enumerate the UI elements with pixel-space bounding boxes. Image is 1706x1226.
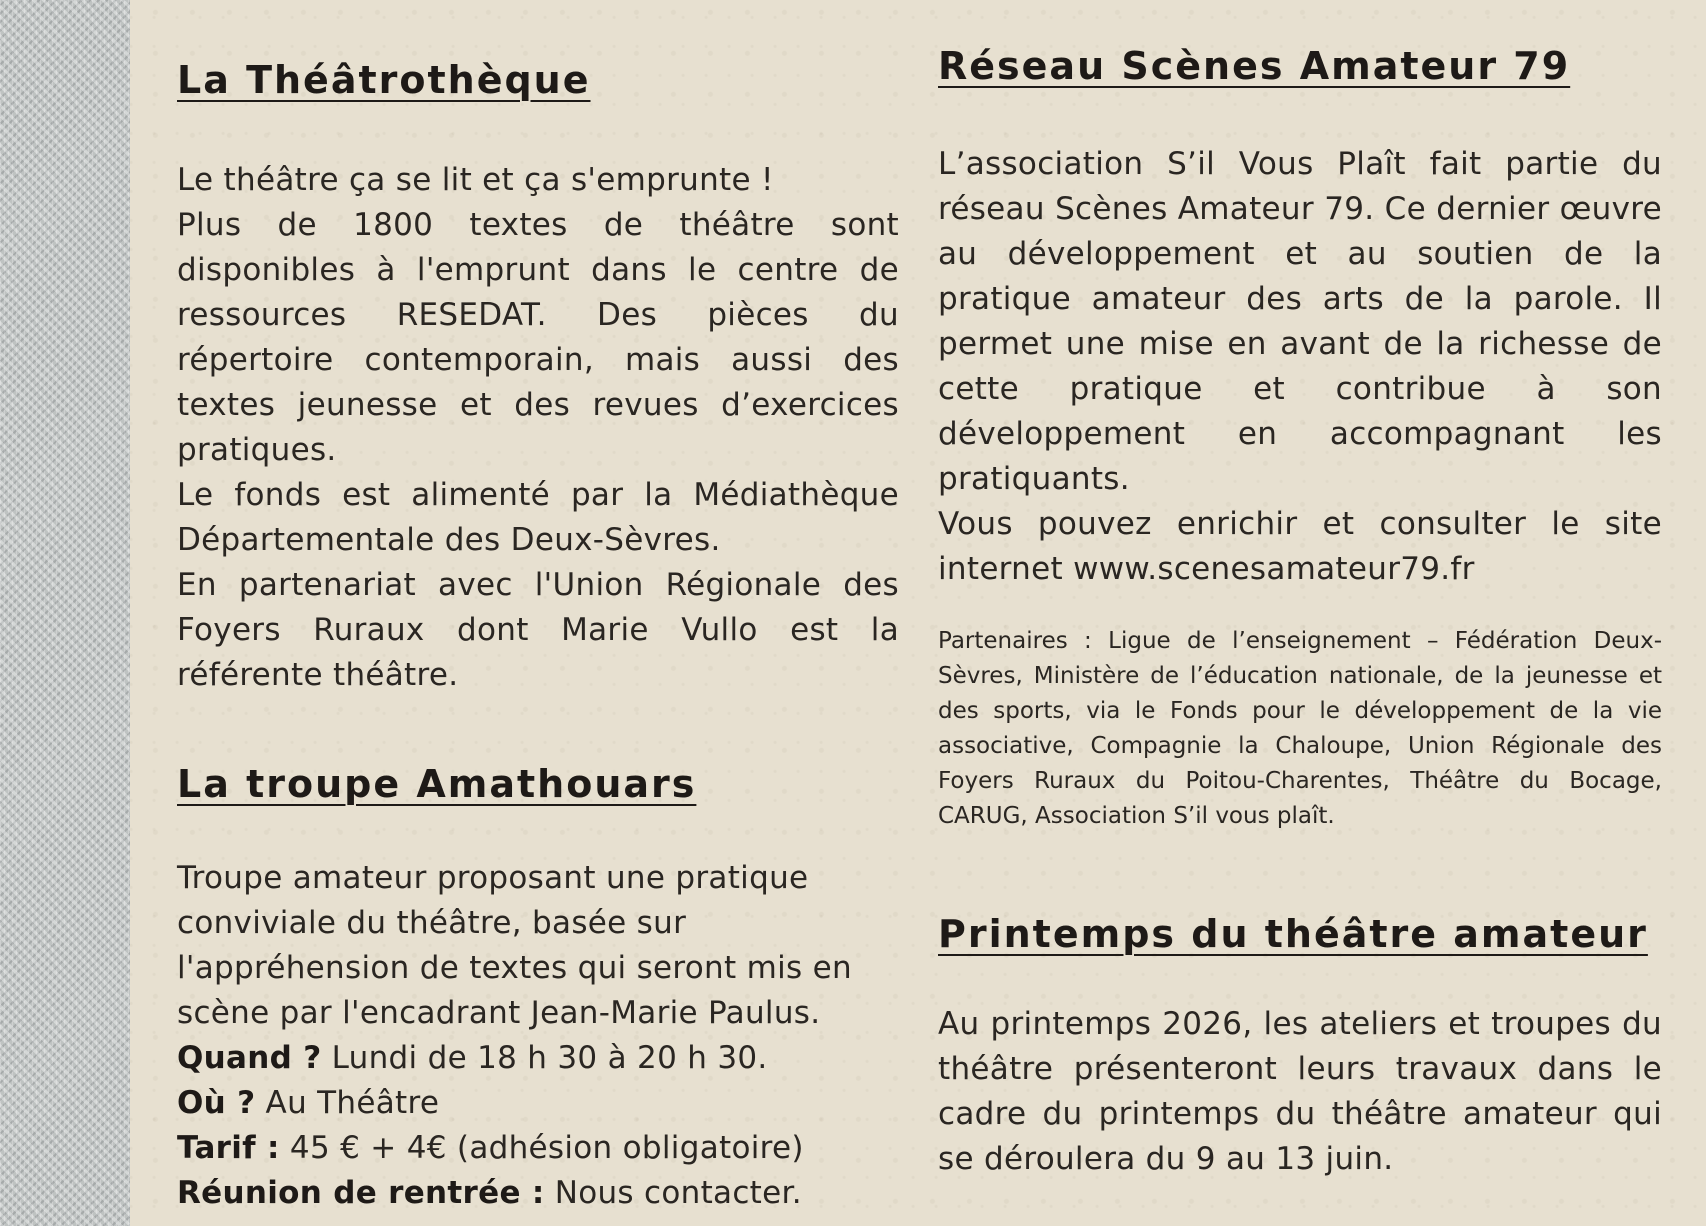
theatrotheque-paragraph: Le fonds est alimenté par la Médiathèque Départementale des Deux-Sèvres.	[177, 477, 899, 558]
when-label: Quand ?	[177, 1040, 322, 1076]
troupe-title: La troupe Amathouars	[177, 762, 697, 806]
troupe-section	[177, 762, 899, 1216]
left-column	[177, 58, 899, 1216]
troupe-body	[177, 856, 899, 1216]
theatrotheque-title: La Théâtrothèque	[177, 58, 591, 102]
troupe-meeting	[177, 1171, 899, 1216]
troupe-where	[177, 1081, 899, 1126]
reseau-body	[938, 142, 1662, 592]
theatrotheque-paragraph: Plus de 1800 textes de théâtre sont disponibles à l'emprunt dans le centre de ressources RESEDAT. Des pièces du répertoire contemporain, mais aussi des textes jeunesse et des revues d’exercices pratiques.	[177, 207, 899, 468]
reseau-paragraph: L’association S’il Vous Plaît fait partie du réseau Scènes Amateur 79. Ce dernier œuvre au développement et au soutien de la pratique amateur des arts de la parole. Il permet une mise en avant de la richesse de cette pratique et contribue à son développement en accompagnant les pratiquants.	[938, 146, 1662, 497]
fabric-border-decoration	[0, 0, 130, 1226]
printemps-section	[938, 912, 1662, 1182]
troupe-when	[177, 1036, 899, 1081]
printemps-body	[938, 1002, 1662, 1182]
theatrotheque-paragraph: En partenariat avec l'Union Régionale des Foyers Ruraux dont Marie Vullo est la référente théâtre.	[177, 567, 899, 693]
theatrotheque-body	[177, 158, 899, 698]
when-value: Lundi de 18 h 30 à 20 h 30.	[321, 1040, 768, 1076]
printemps-text: Au printemps 2026, les ateliers et troupes du théâtre présenteront leurs travaux dans le cadre du printemps du théâtre amateur qui se déroulera du 9 au 13 juin.	[938, 1006, 1662, 1177]
theatrotheque-paragraph: Le théâtre ça se lit et ça s'emprunte !	[177, 162, 774, 198]
reseau-title: Réseau Scènes Amateur 79	[938, 44, 1571, 88]
where-label: Où ?	[177, 1085, 256, 1121]
reseau-section	[938, 44, 1662, 834]
right-column	[938, 44, 1662, 1182]
reseau-website-paragraph: Vous pouvez enrichir et consulter le site internet www.scenesamateur79.fr	[938, 506, 1662, 587]
troupe-description: Troupe amateur proposant une pratique conviviale du théâtre, basée sur l'appréhension de textes qui seront mis en scène par l'encadrant Jean-Marie Paulus.	[177, 860, 852, 1031]
troupe-price	[177, 1126, 899, 1171]
price-label: Tarif :	[177, 1130, 280, 1166]
meeting-value: Nous contacter.	[544, 1175, 802, 1211]
printemps-title: Printemps du théâtre amateur	[938, 912, 1648, 956]
reseau-partners: Partenaires : Ligue de l’enseignement – Fédération Deux-Sèvres, Ministère de l’éducation nationale, de la jeunesse et des sports, via le Fonds pour le développement de la vie associative, Compagnie la Chaloupe, Union Régionale des Foyers Ruraux du Poitou-Charentes, Théâtre du Bocage, CARUG, Association S’il vous plaît.	[938, 628, 1662, 829]
theatrotheque-section	[177, 58, 899, 698]
where-value: Au Théâtre	[255, 1085, 440, 1121]
meeting-label: Réunion de rentrée :	[177, 1175, 545, 1211]
price-value: 45 € + 4€ (adhésion obligatoire)	[279, 1130, 804, 1166]
